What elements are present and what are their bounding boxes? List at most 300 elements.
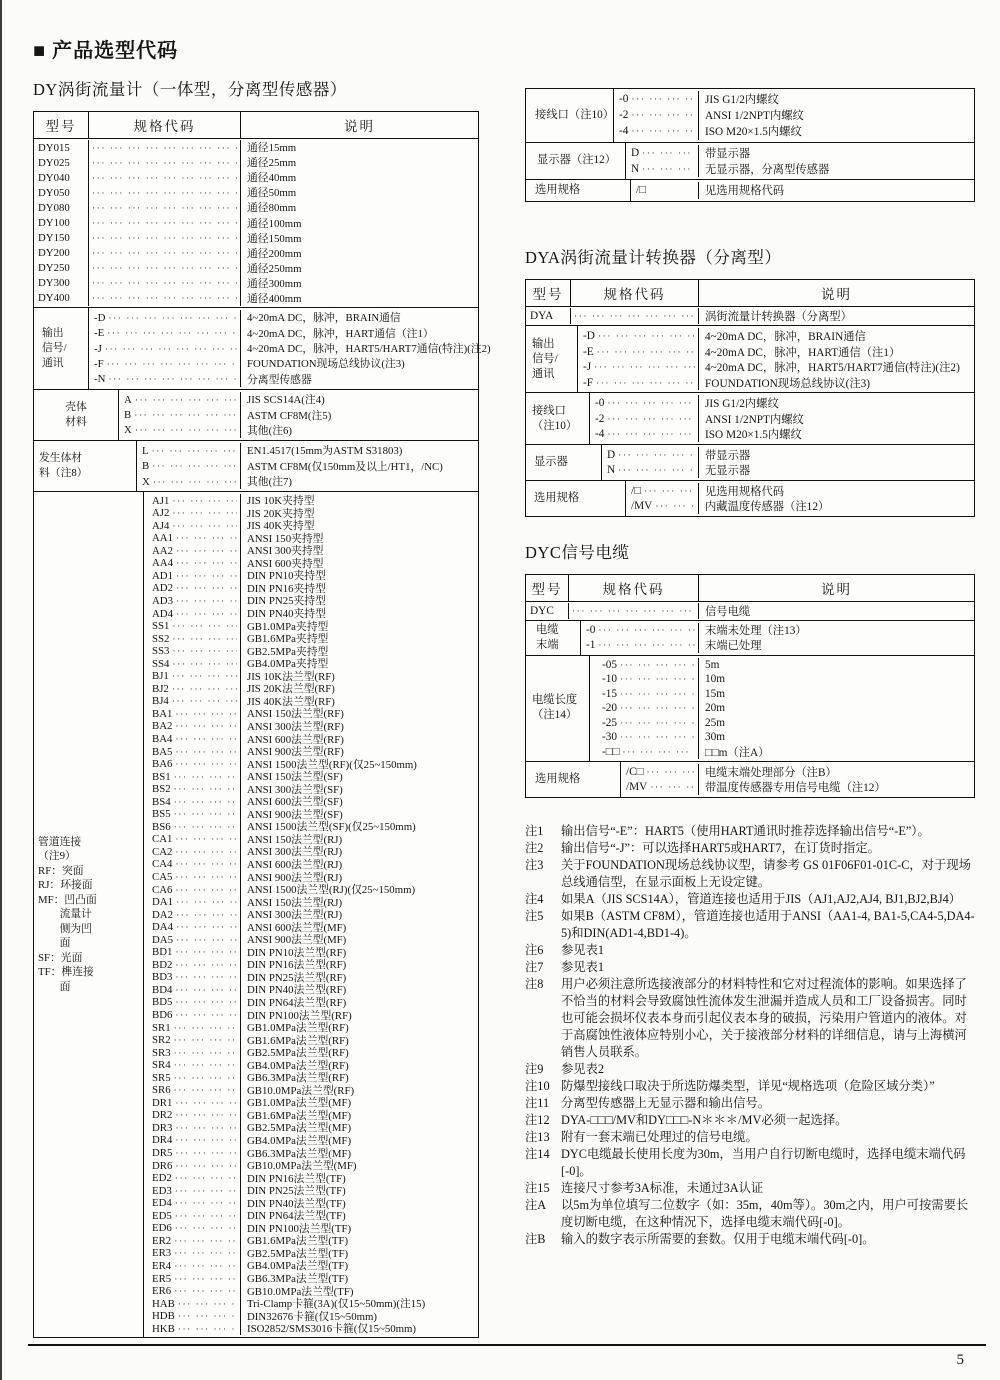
code-value: DR6 bbox=[152, 1159, 173, 1172]
dotted-leader bbox=[135, 394, 237, 406]
desc-cell: 通径250mm bbox=[247, 262, 302, 275]
code-value: -N bbox=[94, 373, 106, 386]
code-cell bbox=[578, 375, 699, 391]
note-id: 注7 bbox=[525, 959, 544, 974]
table-row bbox=[590, 395, 974, 411]
code-value: ED4 bbox=[152, 1197, 172, 1210]
desc-cell: ANSI 900法兰型(MF) bbox=[247, 934, 347, 947]
dotted-leader bbox=[618, 449, 695, 461]
desc-cell: DIN PN10夹持型 bbox=[247, 570, 326, 583]
code-cell bbox=[626, 499, 699, 515]
desc-cell: □□m（注A） bbox=[705, 746, 770, 759]
dotted-leader bbox=[175, 971, 237, 983]
table-row bbox=[626, 483, 974, 499]
code-value: X bbox=[142, 475, 150, 488]
table-row bbox=[631, 182, 974, 199]
code-value: -10 bbox=[602, 673, 618, 686]
table-row bbox=[621, 779, 974, 794]
desc-cell: ANSI 150夹持型 bbox=[247, 532, 324, 545]
col-header: 说明 bbox=[821, 582, 852, 598]
code-cell bbox=[614, 107, 699, 123]
code-cell bbox=[144, 1034, 241, 1047]
code-value: DA2 bbox=[152, 908, 173, 921]
table-group bbox=[526, 307, 974, 325]
code-value: A bbox=[124, 393, 132, 406]
group-label-line: 料（注8） bbox=[39, 467, 88, 480]
page-edge-line bbox=[0, 0, 2, 1380]
table-row bbox=[590, 730, 974, 745]
dotted-leader bbox=[174, 1260, 237, 1272]
code-value: AD1 bbox=[152, 569, 173, 582]
dotted-leader bbox=[176, 896, 237, 908]
dotted-leader bbox=[620, 702, 695, 714]
code-value: -F bbox=[94, 357, 104, 370]
table-row bbox=[614, 123, 974, 139]
desc-cell: GB10.0MPa法兰型(MF) bbox=[247, 1160, 357, 1173]
leader-cell bbox=[89, 276, 241, 291]
dotted-leader bbox=[176, 557, 237, 569]
code-cell bbox=[144, 507, 241, 520]
code-value: AA1 bbox=[152, 532, 173, 545]
left-column bbox=[33, 34, 491, 1338]
dotted-leader bbox=[92, 217, 237, 229]
group-label bbox=[526, 393, 590, 444]
desc-cell: GB4.0MPa法兰型(MF) bbox=[247, 1135, 352, 1147]
code-value: -1 bbox=[586, 639, 596, 652]
table-row bbox=[590, 411, 974, 427]
dotted-leader bbox=[172, 683, 237, 695]
leader-cell bbox=[569, 603, 699, 619]
desc-cell: 见选用规格代码 bbox=[705, 185, 785, 198]
desc-cell: 通径200mm bbox=[247, 247, 302, 260]
group-label-line: 流量计 bbox=[38, 908, 92, 921]
dya-spec-table bbox=[525, 279, 975, 517]
code-cell bbox=[144, 1322, 241, 1335]
dotted-leader bbox=[153, 476, 237, 488]
dotted-leader bbox=[642, 163, 695, 175]
table-header-row bbox=[526, 575, 974, 602]
code-cell bbox=[590, 730, 699, 745]
desc-cell: DIN PN25夹持型 bbox=[247, 595, 326, 608]
code-cell bbox=[89, 325, 241, 340]
table-row bbox=[614, 91, 974, 107]
code-cell bbox=[590, 745, 699, 760]
dotted-leader bbox=[92, 292, 237, 304]
group-rows bbox=[626, 143, 974, 179]
code-value: -□□ bbox=[602, 745, 620, 758]
group-label-line: （注10） bbox=[532, 419, 578, 432]
dotted-leader bbox=[92, 157, 237, 169]
table-row bbox=[34, 215, 478, 230]
code-cell bbox=[144, 733, 241, 746]
dotted-leader bbox=[175, 858, 237, 870]
group-rows bbox=[144, 492, 478, 1337]
code-cell bbox=[144, 858, 241, 871]
desc-cell: GB4.0MPa法兰型(TF) bbox=[247, 1260, 349, 1273]
code-cell bbox=[144, 908, 241, 921]
table-group bbox=[526, 602, 974, 620]
desc-cell: 内藏温度传感器（注12） bbox=[705, 501, 830, 514]
code-cell bbox=[602, 447, 699, 463]
code-cell bbox=[590, 701, 699, 716]
note-item bbox=[525, 1129, 975, 1146]
code-cell bbox=[144, 896, 241, 909]
desc-cell: DIN PN25法兰型(RF) bbox=[247, 971, 347, 984]
dotted-leader bbox=[175, 984, 237, 996]
dotted-leader bbox=[631, 125, 695, 137]
table-row bbox=[137, 459, 478, 474]
group-rows bbox=[614, 89, 974, 142]
dotted-leader bbox=[178, 1310, 237, 1322]
leader-cell bbox=[89, 215, 241, 230]
code-cell bbox=[144, 1109, 241, 1122]
code-value: ED2 bbox=[152, 1172, 172, 1185]
code-cell bbox=[144, 645, 241, 658]
code-cell bbox=[578, 359, 699, 375]
dotted-leader bbox=[174, 1072, 237, 1084]
desc-cell: GB1.6MPa法兰型(RF) bbox=[247, 1034, 349, 1047]
dotted-leader bbox=[152, 460, 237, 472]
code-value: ED6 bbox=[152, 1222, 172, 1235]
dotted-leader bbox=[175, 1160, 237, 1172]
code-cell bbox=[144, 758, 241, 771]
desc-cell: ANSI 600夹持型 bbox=[247, 557, 324, 570]
code-value: BJ1 bbox=[152, 670, 169, 683]
note-id: 注11 bbox=[525, 1095, 550, 1110]
code-value: X bbox=[124, 424, 132, 437]
group-rows bbox=[119, 390, 478, 440]
code-value: BJ2 bbox=[152, 682, 169, 695]
note-id: 注1 bbox=[525, 823, 544, 838]
code-cell bbox=[144, 1310, 241, 1323]
note-text: DYA-□□□/MV和DY□□□-N＊＊＊/MV必须一起选择。 bbox=[561, 1112, 848, 1127]
code-value: DA5 bbox=[152, 933, 173, 946]
note-item bbox=[525, 840, 975, 857]
table-header-row bbox=[526, 280, 974, 307]
note-item bbox=[525, 1112, 975, 1129]
code-cell: DY400 bbox=[34, 291, 89, 306]
code-value: -E bbox=[583, 345, 594, 358]
code-cell bbox=[578, 328, 699, 344]
group-label bbox=[34, 441, 137, 491]
code-value: AD2 bbox=[152, 582, 173, 595]
dotted-leader bbox=[620, 717, 695, 729]
note-text: 以5m为单位填写二位数字（如：35m，40m等）。30m之内，用户可按需要长度切断电缆，在这种情况下，选择电缆末端代码[-0]。 bbox=[561, 1197, 969, 1229]
code-cell bbox=[119, 392, 241, 407]
code-value: SS4 bbox=[152, 657, 170, 670]
note-text: 参见表2 bbox=[561, 1061, 605, 1076]
col-header: 规格代码 bbox=[89, 112, 241, 138]
code-cell bbox=[578, 344, 699, 360]
table-row bbox=[34, 170, 478, 185]
note-item bbox=[525, 1231, 975, 1248]
group-label bbox=[526, 326, 578, 392]
code-value: DR3 bbox=[152, 1121, 173, 1134]
group-label-line: 通讯 bbox=[42, 357, 64, 369]
table-row bbox=[590, 687, 974, 702]
table-row bbox=[119, 407, 478, 422]
code-cell bbox=[144, 1247, 241, 1260]
dotted-leader bbox=[174, 1285, 237, 1297]
group-label-line: 选用规格 bbox=[535, 183, 581, 196]
note-text: 输出信号“-E”：HART5（使用HART通讯时推荐选择输出信号“-E”）。 bbox=[561, 823, 930, 838]
desc-cell: DIN PN100法兰型(TF) bbox=[247, 1222, 352, 1235]
dotted-leader bbox=[174, 796, 237, 808]
group-label-line: 末端 bbox=[536, 638, 559, 651]
code-cell: DY050 bbox=[34, 185, 89, 200]
table-group bbox=[526, 761, 974, 796]
group-label-line: 输出 bbox=[42, 327, 64, 339]
table-row bbox=[590, 701, 974, 716]
desc-cell: ASTM CF8M(仅150mm及以上/HT1，/NC) bbox=[247, 460, 443, 473]
desc-cell: 通径300mm bbox=[247, 277, 302, 290]
desc-cell: ANSI 300法兰型(RF) bbox=[247, 720, 344, 733]
code-value: SR5 bbox=[152, 1071, 171, 1084]
dotted-leader bbox=[644, 485, 695, 497]
desc-cell: 电缆末端处理部分（注B） bbox=[705, 766, 837, 779]
desc-cell: JIS 40K法兰型(RF) bbox=[247, 695, 335, 708]
dotted-leader bbox=[607, 428, 695, 440]
dotted-leader bbox=[175, 846, 237, 858]
right-column bbox=[525, 88, 975, 1248]
group-label-line: 显示器 bbox=[534, 455, 568, 468]
code-value: BA4 bbox=[152, 732, 173, 745]
note-text: 防爆型接线口取决于所选防爆类型，详见“规格选项（危险区域分类）” bbox=[561, 1078, 935, 1093]
code-value: /C□ bbox=[626, 765, 644, 778]
code-cell bbox=[144, 959, 241, 972]
page-number: 5 bbox=[956, 1352, 964, 1368]
dotted-leader bbox=[152, 445, 237, 457]
group-label-line: （注14） bbox=[532, 709, 578, 722]
code-value: BD4 bbox=[152, 983, 173, 996]
dotted-leader bbox=[174, 1022, 237, 1034]
desc-cell: 4~20mA DC，脉冲，HART通信（注1） bbox=[247, 327, 434, 340]
dotted-leader bbox=[175, 1185, 237, 1197]
dotted-leader bbox=[172, 495, 237, 507]
dotted-leader bbox=[176, 921, 237, 933]
group-label bbox=[526, 481, 626, 516]
code-cell bbox=[581, 623, 699, 638]
code-value: /MV bbox=[631, 500, 653, 513]
code-value: DR4 bbox=[152, 1134, 173, 1147]
code-cell bbox=[144, 620, 241, 633]
table-row bbox=[578, 375, 974, 391]
code-cell bbox=[144, 632, 241, 645]
table-row bbox=[578, 328, 974, 344]
note-id: 注14 bbox=[525, 1146, 550, 1161]
dotted-leader bbox=[174, 1273, 237, 1285]
code-cell bbox=[144, 871, 241, 884]
group-label-line: MF：凹凸面 bbox=[38, 893, 97, 906]
code-cell bbox=[144, 808, 241, 821]
code-value: -0 bbox=[586, 624, 596, 637]
code-value: CA4 bbox=[152, 858, 173, 871]
desc-cell: 通径15mm bbox=[247, 142, 297, 155]
desc-cell: DIN PN16法兰型(RF) bbox=[247, 959, 347, 972]
dotted-leader bbox=[596, 377, 695, 389]
group-label-line: TF：榫连接 bbox=[38, 966, 94, 979]
group-label-line: （注9） bbox=[38, 850, 76, 863]
table-group bbox=[526, 620, 974, 655]
dotted-leader bbox=[620, 688, 695, 700]
code-cell bbox=[144, 695, 241, 708]
desc-cell: Tri-Clamp卡箍(3A)(仅15~50mm)(注15) bbox=[247, 1298, 426, 1311]
table-row bbox=[144, 1322, 478, 1335]
code-cell bbox=[144, 670, 241, 683]
desc-cell: DIN PN64法兰型(RF) bbox=[247, 996, 347, 1009]
dotted-leader bbox=[175, 733, 237, 745]
desc-cell: 20m bbox=[705, 702, 726, 715]
dotted-leader bbox=[175, 959, 237, 971]
dotted-leader bbox=[175, 708, 237, 720]
dotted-leader bbox=[175, 833, 237, 845]
dy-spec-table bbox=[33, 111, 491, 1338]
code-cell bbox=[119, 407, 241, 422]
table-group bbox=[526, 392, 974, 444]
table-row bbox=[34, 231, 478, 246]
table-row bbox=[34, 140, 478, 155]
desc-cell: 带显示器 bbox=[705, 449, 751, 462]
desc-cell: 涡街流量计转换器（分离型） bbox=[705, 311, 852, 324]
col-header: 说明 bbox=[344, 119, 375, 134]
table-row bbox=[137, 474, 478, 489]
desc-cell: 无显示器 bbox=[705, 465, 751, 478]
code-cell bbox=[144, 1046, 241, 1059]
dotted-leader bbox=[607, 397, 695, 409]
code-cell bbox=[144, 1071, 241, 1084]
code-cell bbox=[144, 833, 241, 846]
code-cell bbox=[144, 1184, 241, 1197]
code-value: B bbox=[142, 460, 150, 473]
dotted-leader bbox=[174, 1247, 237, 1259]
code-value: -2 bbox=[619, 109, 629, 122]
desc-cell: DIN32676卡箍(仅15~50mm) bbox=[247, 1310, 377, 1323]
group-label-line: 选用规格 bbox=[535, 772, 581, 785]
table-row bbox=[526, 308, 974, 324]
desc-cell: DIN PN40法兰型(TF) bbox=[247, 1197, 346, 1210]
code-cell bbox=[144, 795, 241, 808]
code-cell bbox=[626, 145, 699, 161]
group-rows bbox=[590, 393, 974, 444]
desc-cell: 末端已处理 bbox=[705, 640, 762, 653]
code-cell bbox=[144, 1147, 241, 1160]
table-row bbox=[89, 372, 491, 387]
note-text: 用户必须注意所选接液部分的材料特性和它对过程流体的影响。如果选择了不恰当的材料会导致腐蚀性流体发生泄漏并造成人员和工厂设备损害。同时也可能会损坏仪表本身而引起仪表本身的破损，污染用户管道内的液体。对于高腐蚀性液体应特别小心，关于接液部分材料的详细信息，请与上海横河销售人员联系。 bbox=[561, 976, 967, 1059]
table-group bbox=[34, 440, 478, 491]
desc-cell: JIS 10K法兰型(RF) bbox=[247, 670, 335, 683]
group-label-line: 面 bbox=[38, 937, 71, 950]
dotted-leader bbox=[172, 633, 237, 645]
dotted-leader bbox=[175, 1109, 237, 1121]
code-cell bbox=[621, 779, 699, 794]
section-title: ■ 产品选型代码 bbox=[33, 40, 179, 62]
note-text: 如果A（JIS SCS14A），管道连接也适用于JIS（AJ1,AJ2,AJ4, BJ1,BJ2,BJ4） bbox=[561, 891, 962, 906]
dyc-spec-table bbox=[525, 574, 975, 797]
desc-cell: 通径400mm bbox=[247, 292, 302, 305]
group-label-line: 侧为凹 bbox=[38, 922, 92, 935]
note-item bbox=[525, 976, 975, 1061]
group-label-line: RJ：环接面 bbox=[38, 879, 93, 892]
code-value: -30 bbox=[602, 731, 618, 744]
group-label bbox=[34, 308, 89, 389]
note-item bbox=[525, 1095, 975, 1112]
code-cell bbox=[144, 1159, 241, 1172]
dotted-leader bbox=[598, 330, 695, 342]
desc-cell: EN1.4517(15mm为ASTM S31803) bbox=[247, 445, 403, 458]
note-text: 输出信号“-J”：可以选择HART5或HART7，在订货时指定。 bbox=[561, 840, 880, 855]
code-cell bbox=[144, 1272, 241, 1285]
desc-cell: ISO2852/SMS3016卡箍(仅15~50mm) bbox=[247, 1323, 417, 1336]
code-cell bbox=[614, 91, 699, 107]
desc-cell: 10m bbox=[705, 673, 726, 686]
table-group bbox=[526, 142, 974, 179]
code-cell bbox=[137, 474, 241, 489]
note-id: 注2 bbox=[525, 840, 544, 855]
desc-cell: FOUNDATION现场总线协议(注3) bbox=[705, 377, 871, 390]
note-id: 注B bbox=[525, 1231, 546, 1246]
code-value: D bbox=[607, 448, 616, 461]
table-row bbox=[89, 356, 491, 371]
dotted-leader bbox=[175, 1197, 237, 1209]
dotted-leader bbox=[620, 673, 695, 685]
dotted-leader bbox=[175, 1009, 237, 1021]
code-cell bbox=[89, 372, 241, 387]
desc-cell: ANSI 150法兰型(RJ) bbox=[247, 833, 343, 846]
code-value: ER5 bbox=[152, 1272, 172, 1285]
desc-cell: GB1.0MPa法兰型(MF) bbox=[247, 1097, 352, 1110]
dotted-leader bbox=[176, 545, 237, 557]
note-id: 注12 bbox=[525, 1112, 550, 1127]
desc-cell: GB10.0MPa法兰型(TF) bbox=[247, 1285, 354, 1298]
dotted-leader bbox=[174, 1034, 237, 1046]
dotted-leader bbox=[172, 670, 237, 682]
code-cell bbox=[590, 426, 699, 442]
code-cell bbox=[144, 883, 241, 896]
dotted-leader bbox=[172, 620, 237, 632]
desc-cell: 4~20mA DC，脉冲，HART5/HART7通信(特注)(注2) bbox=[705, 362, 960, 375]
desc-cell: DIN PN40法兰型(RF) bbox=[247, 984, 347, 997]
table-row bbox=[614, 107, 974, 123]
dotted-leader bbox=[655, 500, 695, 512]
code-cell bbox=[590, 687, 699, 702]
desc-cell: ANSI 600法兰型(MF) bbox=[247, 921, 347, 934]
note-item bbox=[525, 891, 975, 908]
desc-cell: 通径80mm bbox=[247, 202, 297, 215]
group-rows bbox=[602, 445, 974, 480]
dotted-leader bbox=[176, 934, 237, 946]
dotted-leader bbox=[178, 1298, 237, 1310]
code-cell: DY100 bbox=[34, 215, 89, 230]
col-header: 规格代码 bbox=[569, 575, 699, 601]
dotted-leader bbox=[607, 413, 695, 425]
table-row bbox=[34, 261, 478, 276]
dotted-leader bbox=[175, 946, 237, 958]
code-value: DR2 bbox=[152, 1109, 173, 1122]
group-rows bbox=[34, 139, 478, 307]
code-cell bbox=[144, 595, 241, 608]
table-row bbox=[626, 499, 974, 515]
code-cell bbox=[614, 123, 699, 139]
dotted-leader bbox=[175, 1172, 237, 1184]
code-cell bbox=[144, 1097, 241, 1110]
table-group bbox=[526, 480, 974, 516]
dotted-leader bbox=[172, 658, 237, 670]
code-value: ER4 bbox=[152, 1259, 172, 1272]
dotted-leader bbox=[172, 507, 237, 519]
leader-cell bbox=[571, 308, 699, 324]
desc-cell: 15m bbox=[705, 687, 726, 700]
note-text: 关于FOUNDATION现场总线协议型，请参考 GS 01F06F01-01C-C，对于现场总线通信型，在显示面板上无设定键。 bbox=[561, 857, 971, 889]
